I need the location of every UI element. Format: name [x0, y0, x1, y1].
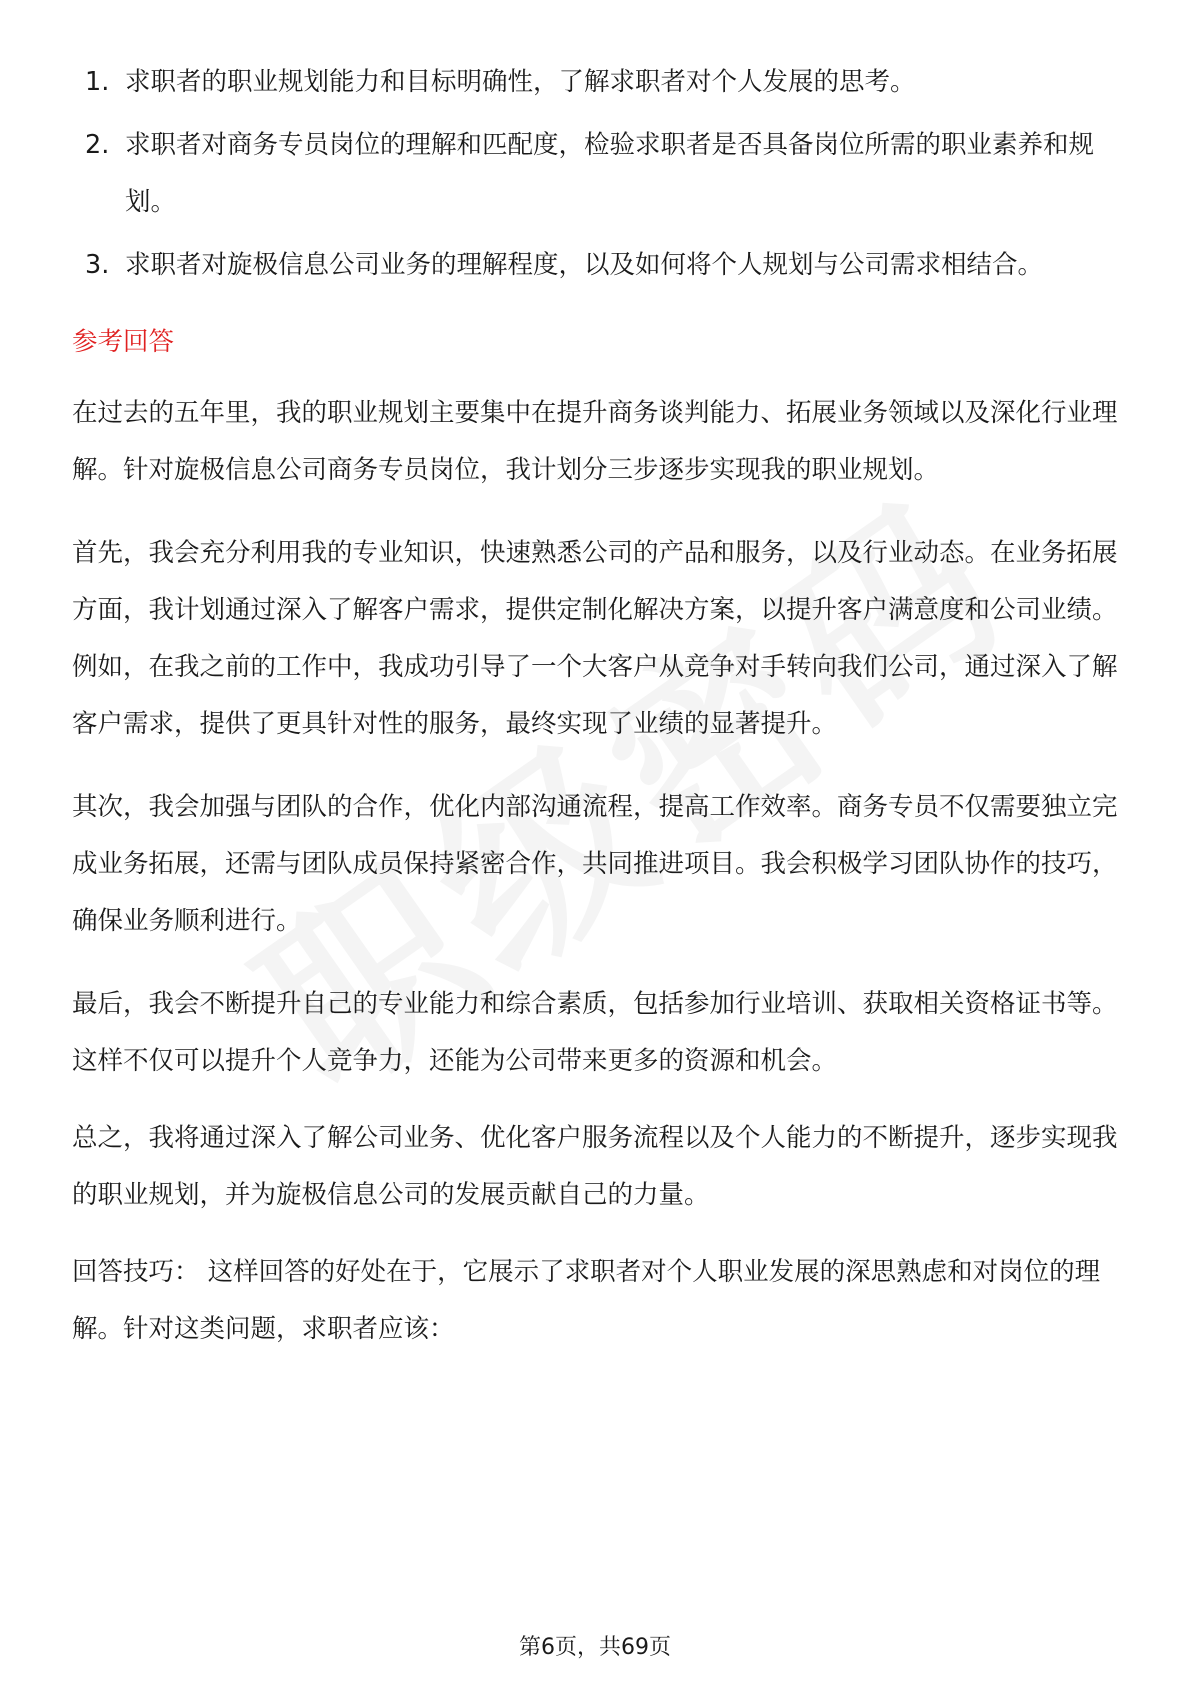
- paragraph: 首先，我会充分利用我的专业知识，快速熟悉公司的产品和服务，以及行业动态。在业务拓展方面，我计划通过深入了解客户需求，提供定制化解决方案，以提升客户满意度和公司业绩。例如，在我之前的工作中，我成功引导了一个大客户从竞争对手转向我们公司，通过深入了解客户需求，提供了更具针对性的服务，最终实现了业绩的显著提升。: [72, 538, 1118, 739]
- paragraph: 总之，我将通过深入了解公司业务、优化客户服务流程以及个人能力的不断提升，逐步实现我的职业规划，并为旋极信息公司的发展贡献自己的力量。: [72, 1123, 1118, 1210]
- list-item-text: 求职者对商务专员岗位的理解和匹配度，检验求职者是否具备岗位所需的职业素养和规划。: [125, 130, 1095, 217]
- page-content: [72, 54, 1122, 1378]
- list-item-number: 2.: [85, 130, 110, 160]
- intro-list: [72, 54, 1122, 294]
- reference-answer-heading: 参考回答: [72, 327, 175, 357]
- answer-tips-paragraph: 回答技巧： 这样回答的好处在于，它展示了求职者对个人职业发展的深思熟虑和对岗位的理解。针对这类问题，求职者应该：: [72, 1257, 1101, 1344]
- list-item-number: 3.: [85, 250, 110, 280]
- page-number: 第6页，共69页: [519, 1635, 671, 1660]
- list-item-text: 求职者的职业规划能力和目标明确性，了解求职者对个人发展的思考。: [125, 67, 916, 97]
- paragraph: 最后，我会不断提升自己的专业能力和综合素质，包括参加行业培训、获取相关资格证书等。这样不仅可以提升个人竞争力，还能为公司带来更多的资源和机会。: [72, 989, 1118, 1076]
- paragraph: 在过去的五年里，我的职业规划主要集中在提升商务谈判能力、拓展业务领域以及深化行业理解。针对旋极信息公司商务专员岗位，我计划分三步逐步实现我的职业规划。: [72, 398, 1118, 485]
- paragraph: 其次，我会加强与团队的合作，优化内部沟通流程，提高工作效率。商务专员不仅需要独立完成业务拓展，还需与团队成员保持紧密合作，共同推进项目。我会积极学习团队协作的技巧，确保业务顺利进行。: [72, 792, 1118, 936]
- list-item: [72, 54, 1122, 111]
- list-item-text: 求职者对旋极信息公司业务的理解程度，以及如何将个人规划与公司需求相结合。: [125, 250, 1044, 280]
- list-item-number: 1.: [85, 67, 110, 97]
- list-item: [72, 237, 1122, 294]
- list-item: [72, 117, 1122, 231]
